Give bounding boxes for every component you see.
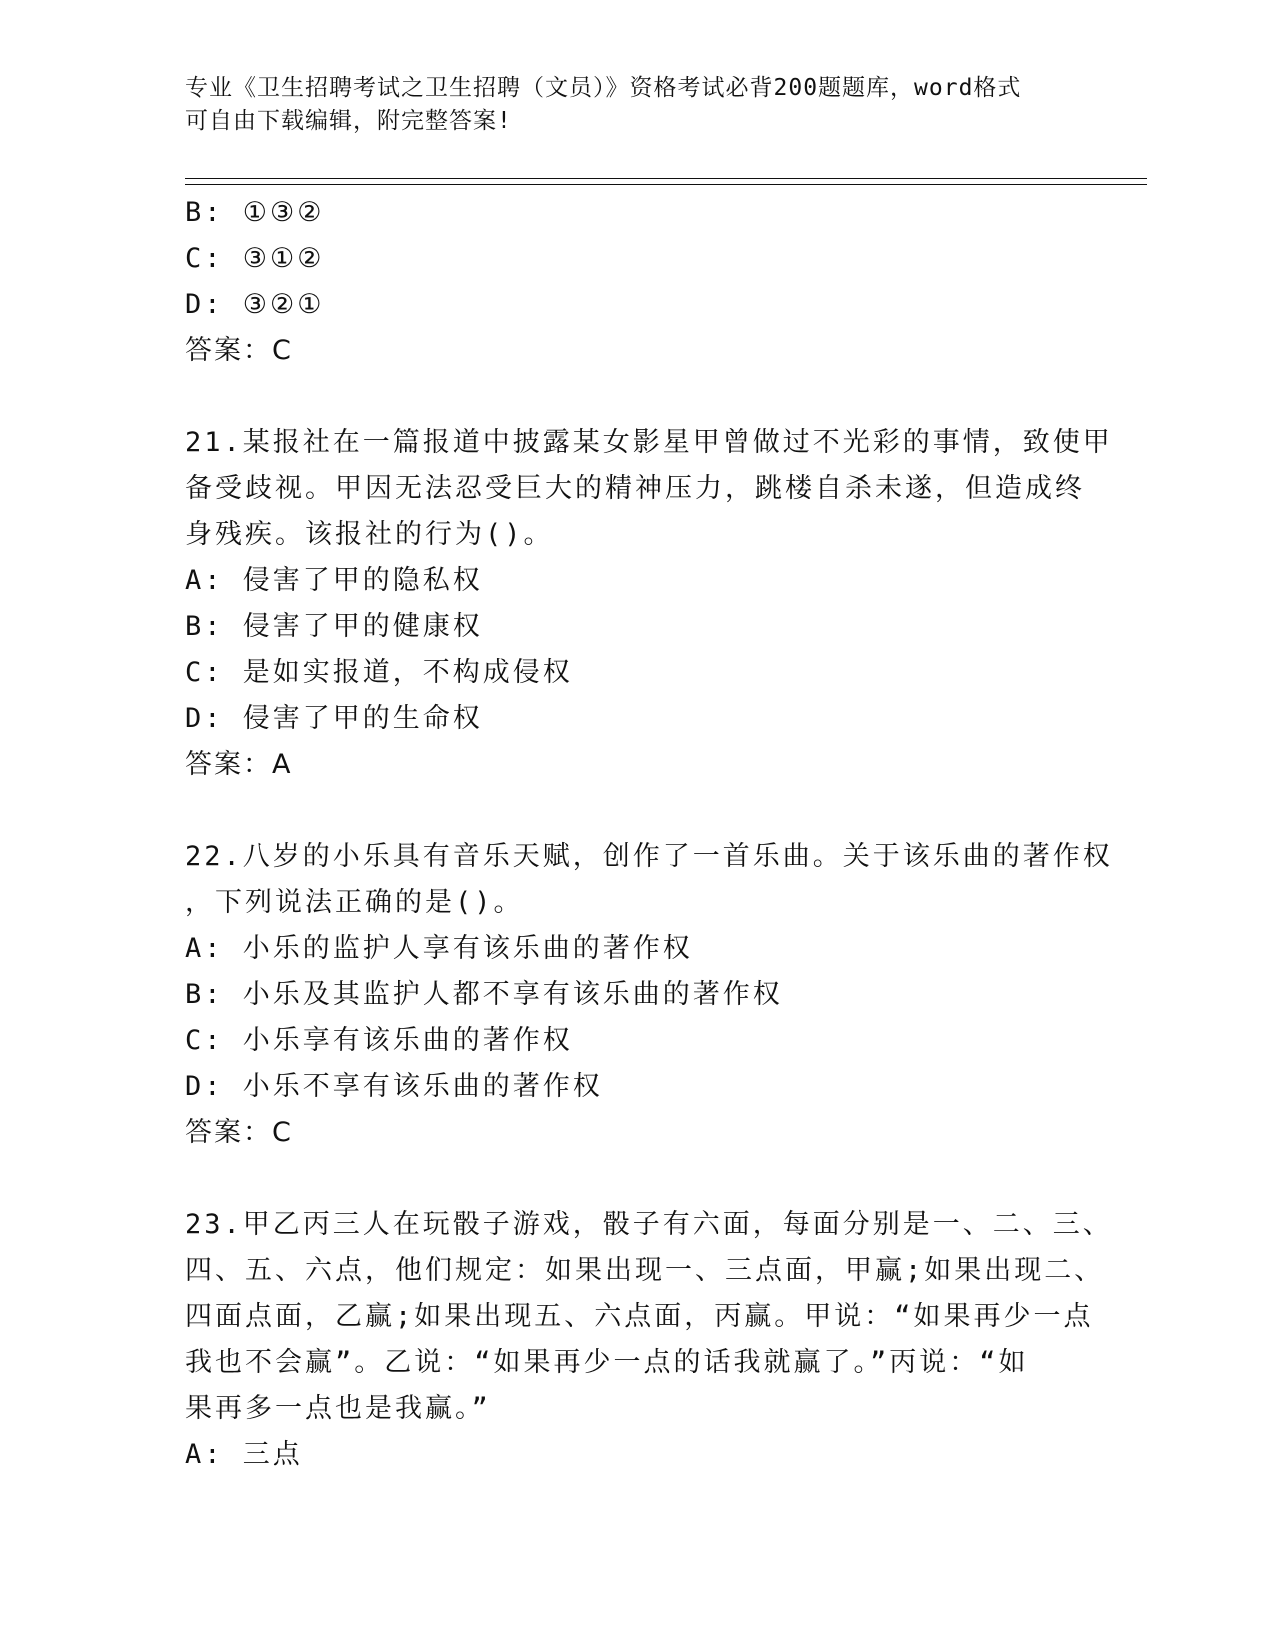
option-b: B: 侵害了甲的健康权 (185, 611, 483, 642)
option-b: B: 小乐及其监护人都不享有该乐曲的著作权 (185, 979, 783, 1010)
question-stem-line: 我也不会赢”。乙说：“如果再少一点的话我就赢了。”丙说：“如 (185, 1347, 1029, 1378)
question-stem-line: 身残疾。该报社的行为()。 (185, 519, 554, 550)
question-list (185, 190, 1113, 1478)
option-d: D: 小乐不享有该乐曲的著作权 (185, 1071, 603, 1102)
prev-question-block (185, 190, 1065, 374)
option-a: A: 三点 (185, 1439, 303, 1470)
question-stem-line: 四面点面，乙赢;如果出现五、六点面，丙赢。甲说：“如果再少一点 (185, 1301, 1094, 1332)
header-title-line-2: 可自由下载编辑，附完整答案! (185, 108, 512, 134)
option-c: C: ③①② (185, 243, 325, 274)
question-23 (185, 1202, 1113, 1478)
question-21 (185, 420, 1113, 788)
question-stem-line: ，下列说法正确的是()。 (185, 887, 524, 918)
option-b: B: ①③② (185, 197, 325, 228)
answer-line: 答案：C (185, 335, 293, 366)
question-stem-line: 四、五、六点，他们规定：如果出现一、三点面，甲赢;如果出现二、 (185, 1255, 1105, 1286)
question-stem-line: 21.某报社在一篇报道中披露某女影星甲曾做过不光彩的事情，致使甲 (185, 427, 1113, 458)
option-d: D: ③②① (185, 289, 325, 320)
header-title-line-1: 专业《卫生招聘考试之卫生招聘（文员）》资格考试必背200题题库，word格式 (185, 75, 1022, 101)
answer-line: 答案：A (185, 749, 293, 780)
option-c: C: 小乐享有该乐曲的著作权 (185, 1025, 573, 1056)
option-c: C: 是如实报道，不构成侵权 (185, 657, 573, 688)
question-stem-line: 果再多一点也是我赢。” (185, 1393, 491, 1424)
option-a: A: 小乐的监护人享有该乐曲的著作权 (185, 933, 693, 964)
header-divider (185, 178, 1147, 185)
answer-line: 答案：C (185, 1117, 293, 1148)
document-header (185, 72, 1085, 138)
question-stem-line: 备受歧视。甲因无法忍受巨大的精神压力，跳楼自杀未遂，但造成终 (185, 473, 1085, 504)
option-d: D: 侵害了甲的生命权 (185, 703, 483, 734)
option-a: A: 侵害了甲的隐私权 (185, 565, 483, 596)
question-stem-line: 23.甲乙丙三人在玩骰子游戏，骰子有六面，每面分别是一、二、三、 (185, 1209, 1113, 1240)
question-stem-line: 22.八岁的小乐具有音乐天赋，创作了一首乐曲。关于该乐曲的著作权 (185, 841, 1113, 872)
question-22 (185, 834, 1113, 1156)
